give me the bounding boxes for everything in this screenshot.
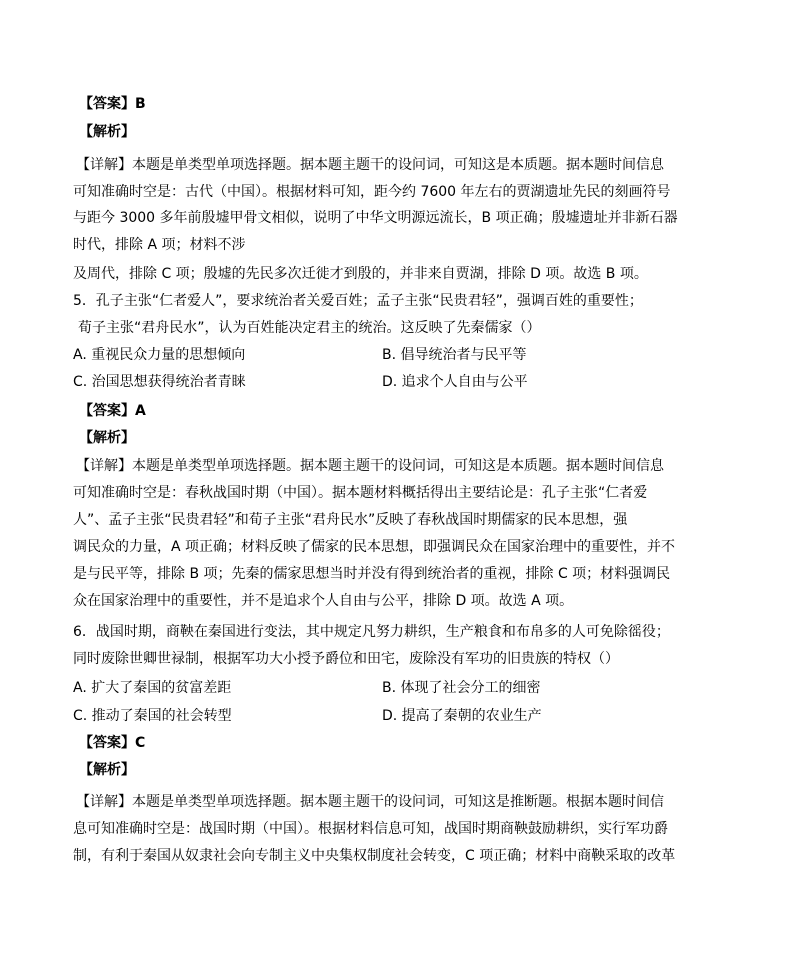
q6-stem-line-2: 同时废除世卿世禄制，根据军功大小授予爵位和田宅，废除没有军功的旧贵族的特权（） <box>73 651 619 667</box>
q4-detail-line-2: 可知准确时空是：古代（中国）。根据材料可知，距今约 7600 年左右的贾湖遗址先民的刻画符号 <box>73 184 671 200</box>
q5-option-c[interactable]: C. 治国思想获得统治者青睐 <box>73 374 246 390</box>
q5-detail-line-1: 【详解】本题是单类型单项选择题。据本题主题干的设问词，可知这是本质题。据本题时间信息 <box>76 458 664 474</box>
q4-detail-line-3: 与距今 3000 多年前殷墟甲骨文相似，说明了中华文明源远流长，B 项正确；殷墟遗址并非新石器 <box>73 210 678 226</box>
q4-detail-line-1: 【详解】本题是单类型单项选择题。据本题主题干的设问词，可知这是本质题。据本题时间信息 <box>76 157 664 173</box>
q6-detail-line-1: 【详解】本题是单类型单项选择题。据本题主题干的设问词，可知这是推断题。根据本题时间信 <box>76 794 664 810</box>
q5-answer: 【答案】A <box>79 403 146 419</box>
q6-option-b[interactable]: B. 体现了社会分工的细密 <box>382 680 541 696</box>
q5-analysis-label: 【解析】 <box>79 430 135 446</box>
q5-option-a[interactable]: A. 重视民众力量的思想倾向 <box>73 347 246 363</box>
q5-stem-line-1: 5．孔子主张“仁者爱人”，要求统治者关爱百姓；孟子主张“民贵君轻”，强调百姓的重要性； <box>73 293 643 309</box>
q6-option-d[interactable]: D. 提高了秦朝的农业生产 <box>382 708 542 724</box>
q5-detail-line-2: 可知准确时空是：春秋战国时期（中国）。据本题材料概括得出主要结论是：孔子主张“仁者爱 <box>73 485 648 501</box>
q4-analysis-label: 【解析】 <box>79 124 135 140</box>
q5-detail-line-3: 人”、孟子主张“民贵君轻”和荀子主张“君舟民水”反映了春秋战国时期儒家的民本思想，强 <box>73 512 628 528</box>
q5-detail-line-4: 调民众的力量，A 项正确；材料反映了儒家的民本思想，即强调民众在国家治理中的重要性，并不 <box>73 539 676 555</box>
q5-option-b[interactable]: B. 倡导统治者与民平等 <box>382 347 527 363</box>
q5-detail-line-5: 是与民平等，排除 B 项；先秦的儒家思想当时并没有得到统治者的重视，排除 C 项；材料强调民 <box>73 566 671 582</box>
q6-analysis-label: 【解析】 <box>79 762 135 778</box>
q5-stem-line-2: 荀子主张“君舟民水”，认为百姓能决定君主的统治。这反映了先秦儒家（） <box>78 320 541 336</box>
q6-detail-line-2: 息可知准确时空是：战国时期（中国）。根据材料信息可知，战国时期商鞅鼓励耕织，实行军功爵 <box>73 821 668 837</box>
q6-option-c[interactable]: C. 推动了秦国的社会转型 <box>73 708 232 724</box>
q5-option-d[interactable]: D. 追求个人自由与公平 <box>382 374 528 390</box>
q6-answer: 【答案】C <box>79 735 146 751</box>
q6-stem-line-1: 6．战国时期，商鞅在秦国进行变法，其中规定凡努力耕织，生产粮食和布帛多的人可免除徭役； <box>73 624 670 640</box>
q4-answer: 【答案】B <box>79 96 146 112</box>
q6-option-a[interactable]: A. 扩大了秦国的贫富差距 <box>73 680 232 696</box>
q4-detail-line-5: 及周代，排除 C 项；殷墟的先民多次迁徙才到殷的，并非来自贾湖，排除 D 项。故选 B 项。 <box>73 266 648 282</box>
q5-detail-line-6: 众在国家治理中的重要性，并不是追求个人自由与公平，排除 D 项。故选 A 项。 <box>73 593 574 609</box>
q6-detail-line-3: 制，有利于秦国从奴隶社会向专制主义中央集权制度社会转变，C 项正确；材料中商鞅采取的改革 <box>73 848 676 864</box>
q4-detail-line-4: 时代，排除 A 项；材料不涉 <box>73 237 246 253</box>
